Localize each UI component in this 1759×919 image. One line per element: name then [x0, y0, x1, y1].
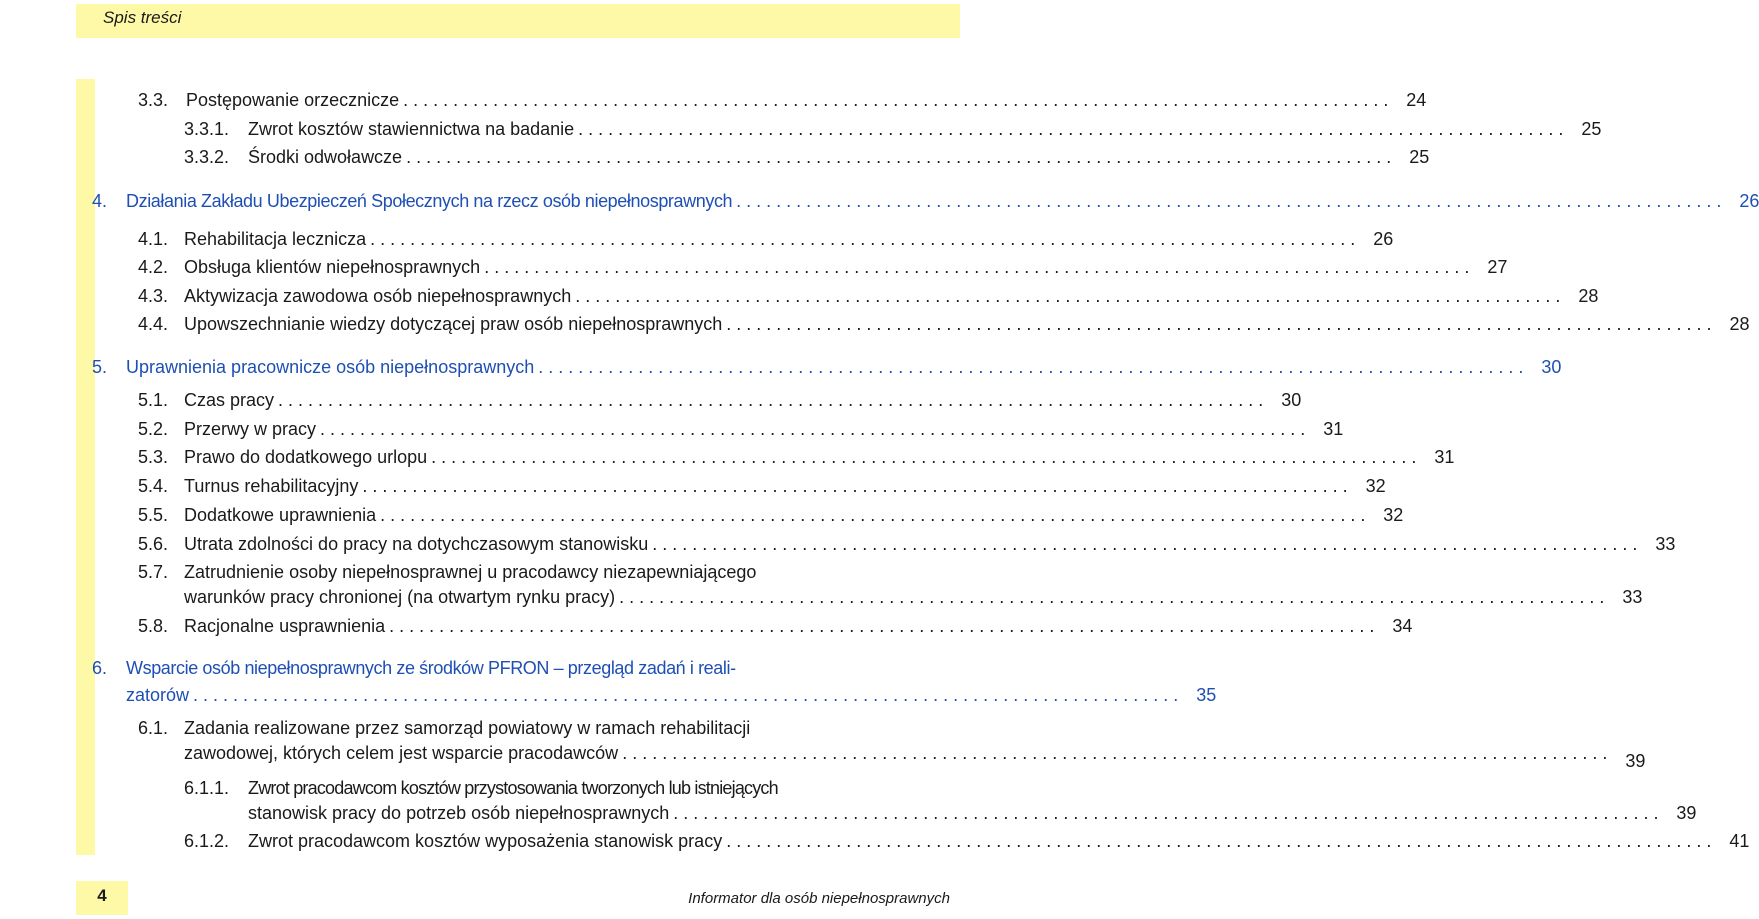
- entry-page: 26: [1373, 229, 1394, 249]
- entry-page: 39: [1625, 751, 1646, 771]
- entry-title: Turnus rehabilitacyjny: [184, 476, 359, 496]
- toc-entry[interactable]: [138, 533, 1676, 555]
- dot-leader: [193, 684, 1178, 706]
- entry-title-line1: Zadania realizowane przez samorząd powiatowy w ramach rehabilitacji: [184, 718, 751, 738]
- dot-leader: [431, 446, 1416, 468]
- page-header-title: Spis treści: [103, 8, 182, 27]
- entry-page: 25: [1581, 119, 1602, 139]
- entry-title: Dodatkowe uprawnienia: [184, 505, 377, 525]
- entry-number: 5.7.: [138, 562, 169, 582]
- entry-title: Środki odwoławcze: [248, 147, 403, 167]
- entry-page: 32: [1383, 505, 1404, 525]
- toc-section[interactable]: [92, 356, 1562, 378]
- toc-entry[interactable]: [184, 742, 1646, 771]
- toc-section[interactable]: [126, 684, 1217, 706]
- section-number: 6.: [92, 658, 108, 678]
- entry-number: 5.4.: [138, 476, 169, 496]
- dot-leader: [575, 285, 1560, 307]
- entry-number: 4.2.: [138, 257, 169, 277]
- entry-number: 5.2.: [138, 419, 169, 439]
- entry-page: 33: [1655, 534, 1676, 554]
- entry-page: 30: [1281, 390, 1302, 410]
- entry-page: 33: [1622, 587, 1643, 607]
- dot-leader: [406, 146, 1391, 168]
- entry-title: Utrata zdolności do pracy na dotychczasowym stanowisku: [184, 534, 649, 554]
- toc-entry[interactable]: [248, 802, 1697, 824]
- toc-entry[interactable]: [138, 418, 1344, 440]
- toc-entry[interactable]: [138, 389, 1302, 411]
- section-page: 30: [1541, 357, 1562, 377]
- dot-leader: [622, 742, 1607, 764]
- entry-page: 27: [1487, 257, 1508, 277]
- entry-page: 39: [1676, 803, 1697, 823]
- dot-leader: [362, 475, 1347, 497]
- entry-title: Rehabilitacja lecznicza: [184, 229, 367, 249]
- section-title: Działania Zakładu Ubezpieczeń Społecznych na rzecz osób niepełnosprawnych: [126, 191, 733, 211]
- dot-leader: [403, 89, 1388, 111]
- entry-title-line2: zawodowej, których celem jest wsparcie pracodawców: [184, 743, 619, 763]
- entry-page: 31: [1434, 447, 1455, 467]
- entry-number: 5.3.: [138, 447, 169, 467]
- entry-number: 4.3.: [138, 286, 169, 306]
- entry-title: Czas pracy: [184, 390, 275, 410]
- entry-number: 5.6.: [138, 534, 169, 554]
- toc-entry[interactable]: [138, 313, 1750, 335]
- section-number: 5.: [92, 357, 108, 377]
- footer-page-number: 4: [97, 886, 107, 905]
- dot-leader: [726, 830, 1711, 852]
- dot-leader: [619, 586, 1604, 608]
- entry-title: Zwrot pracodawcom kosztów wyposażenia stanowisk pracy: [248, 831, 723, 851]
- entry-number: 6.1.2.: [184, 831, 230, 851]
- toc-entry[interactable]: [138, 475, 1386, 497]
- dot-leader: [578, 118, 1563, 140]
- toc-section[interactable]: [92, 190, 1759, 212]
- section-page: 26: [1739, 191, 1759, 211]
- toc-entry[interactable]: [184, 586, 1643, 608]
- entry-title: Racjonalne usprawnienia: [184, 616, 386, 636]
- toc-entry[interactable]: [184, 830, 1750, 852]
- entry-page: 28: [1578, 286, 1599, 306]
- entry-page: 41: [1729, 831, 1750, 851]
- entry-title: Postępowanie orzecznicze: [186, 90, 400, 110]
- entry-page: 24: [1406, 90, 1427, 110]
- footer-caption: Informator dla osób niepełnosprawnych: [688, 890, 950, 907]
- toc-entry[interactable]: [138, 504, 1404, 526]
- entry-number: 5.8.: [138, 616, 169, 636]
- dot-leader: [380, 504, 1365, 526]
- entry-page: 28: [1729, 314, 1750, 334]
- entry-number: 6.1.1.: [184, 778, 230, 798]
- section-page: 35: [1196, 685, 1217, 705]
- entry-page: 32: [1365, 476, 1386, 496]
- toc-entry[interactable]: [138, 89, 1427, 111]
- entry-number: 3.3.2.: [184, 147, 230, 167]
- section-number: 4.: [92, 191, 108, 211]
- entry-title: Obsługa klientów niepełnosprawnych: [184, 257, 481, 277]
- entry-number: 6.1.: [138, 718, 169, 738]
- entry-title: Upowszechnianie wiedzy dotyczącej praw osób niepełnosprawnych: [184, 314, 723, 334]
- entry-page: 34: [1392, 616, 1413, 636]
- entry-title: Zwrot kosztów stawiennictwa na badanie: [248, 119, 575, 139]
- dot-leader: [652, 533, 1637, 555]
- toc-entry[interactable]: [138, 228, 1394, 250]
- entry-number: 4.1.: [138, 229, 169, 249]
- entry-number: 5.5.: [138, 505, 169, 525]
- dot-leader: [736, 190, 1721, 212]
- toc-entry[interactable]: [138, 446, 1455, 468]
- dot-leader: [538, 356, 1523, 378]
- entry-number: 5.1.: [138, 390, 169, 410]
- section-title: Uprawnienia pracownicze osób niepełnosprawnych: [126, 357, 535, 377]
- dot-leader: [484, 256, 1469, 278]
- entry-title-line2: warunków pracy chronionej (na otwartym rynku pracy): [184, 587, 616, 607]
- dot-leader: [278, 389, 1263, 411]
- dot-leader: [320, 418, 1305, 440]
- dot-leader: [370, 228, 1355, 250]
- entry-number: 4.4.: [138, 314, 169, 334]
- toc-entry[interactable]: [184, 118, 1602, 140]
- entry-title: Przerwy w pracy: [184, 419, 317, 439]
- entry-title-line2: stanowisk pracy do potrzeb osób niepełnosprawnych: [248, 803, 670, 823]
- entry-title: Aktywizacja zawodowa osób niepełnosprawnych: [184, 286, 572, 306]
- entry-title-line1: Zatrudnienie osoby niepełnosprawnej u pracodawcy niezapewniającego: [184, 562, 757, 582]
- toc-entry[interactable]: [138, 256, 1508, 278]
- entry-page: 25: [1409, 147, 1430, 167]
- entry-number: 3.3.: [138, 90, 169, 110]
- section-title-line1: Wsparcie osób niepełnosprawnych ze środków PFRON – przegląd zadań i reali-: [126, 658, 736, 678]
- dot-leader: [389, 615, 1374, 637]
- dot-leader: [726, 313, 1711, 335]
- section-title-line2: zatorów: [126, 685, 190, 705]
- dot-leader: [673, 802, 1658, 824]
- toc-entry[interactable]: [138, 285, 1599, 307]
- entry-title-line1: Zwrot pracodawcom kosztów przystosowania tworzonych lub istniejących: [248, 778, 778, 798]
- entry-title: Prawo do dodatkowego urlopu: [184, 447, 428, 467]
- entry-page: 31: [1323, 419, 1344, 439]
- toc-entry[interactable]: [184, 146, 1430, 168]
- entry-number: 3.3.1.: [184, 119, 230, 139]
- toc-entry[interactable]: [138, 615, 1413, 637]
